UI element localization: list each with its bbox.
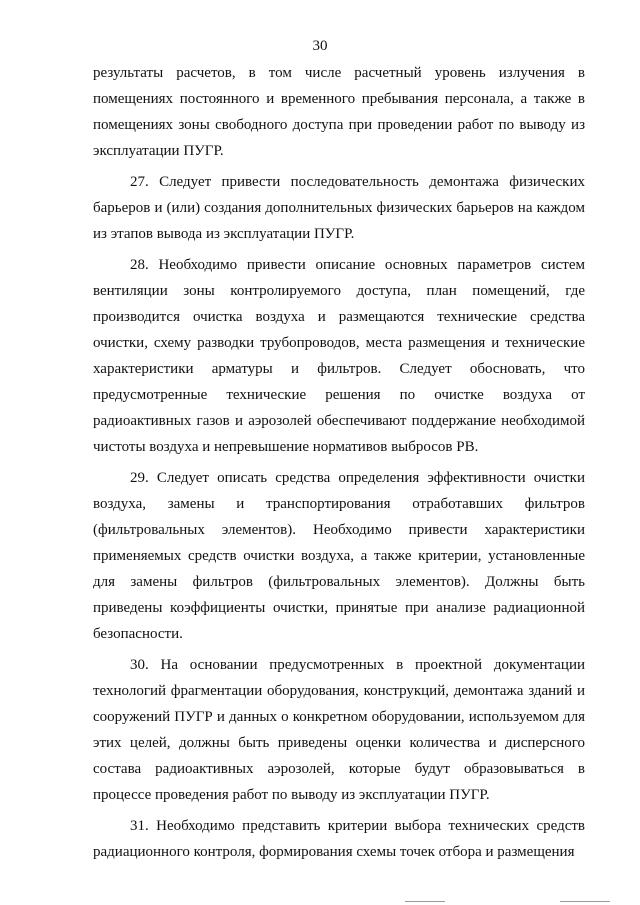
paragraph-number: 30. (130, 657, 149, 673)
paragraph-text: результаты расчетов, в том числе расчетный уровень излучения в помещениях постоянного и временного пребывания персонала, а также в помещениях зоны свободного доступа при проведении работ по выводу из эксплуатации ПУГР. (93, 65, 585, 159)
document-body (93, 60, 585, 865)
paragraph-30 (93, 652, 585, 808)
paragraph-28 (93, 252, 585, 460)
paragraph-number: 31. (130, 818, 149, 834)
page-number: 30 (312, 38, 328, 54)
scan-edge-mark (560, 901, 610, 902)
paragraph-text: Следует привести последовательность демонтажа физических барьеров и (или) создания дополнительных физических барьеров на каждом из этапов вывода из эксплуатации ПУГР. (93, 174, 585, 242)
scan-edge-mark (405, 901, 445, 902)
paragraph-31 (93, 813, 585, 865)
paragraph-continuation (93, 60, 585, 164)
paragraph-text: Необходимо представить критерии выбора технических средств радиационного контроля, формирования схемы точек отбора и размещения (93, 818, 585, 860)
paragraph-text: На основании предусмотренных в проектной документации технологий фрагментации оборудования, конструкций, демонтажа зданий и сооружений ПУГР и данных о конкретном оборудовании, используемом для этих целей, должны быть приведены оценки количества и дисперсного состава радиоактивных аэрозолей, которые будут образовываться в процессе проведения работ по выводу из эксплуатации ПУГР. (93, 657, 585, 803)
paragraph-number: 28. (130, 257, 149, 273)
paragraph-number: 29. (130, 470, 149, 486)
paragraph-text: Необходимо привести описание основных параметров систем вентиляции зоны контролируемого доступа, план помещений, где производится очистка воздуха и размещаются технические средства очистки, схему разводки трубопроводов, места размещения и технические характеристики арматуры и фильтров. Следует обосновать, что предусмотренные технические решения по очистке воздуха от радиоактивных газов и аэрозолей обеспечивают поддержание необходимой чистоты воздуха и непревышение нормативов выбросов РВ. (93, 257, 585, 455)
paragraph-27 (93, 169, 585, 247)
paragraph-number: 27. (130, 174, 149, 190)
paragraph-29 (93, 465, 585, 647)
paragraph-text: Следует описать средства определения эффективности очистки воздуха, замены и транспортирования отработавших фильтров (фильтровальных элементов). Необходимо привести характеристики применяемых средств очистки воздуха, а также критерии, установленные для замены фильтров (фильтровальных элементов). Должны быть приведены коэффициенты очистки, принятые при анализе радиационной безопасности. (93, 470, 585, 642)
